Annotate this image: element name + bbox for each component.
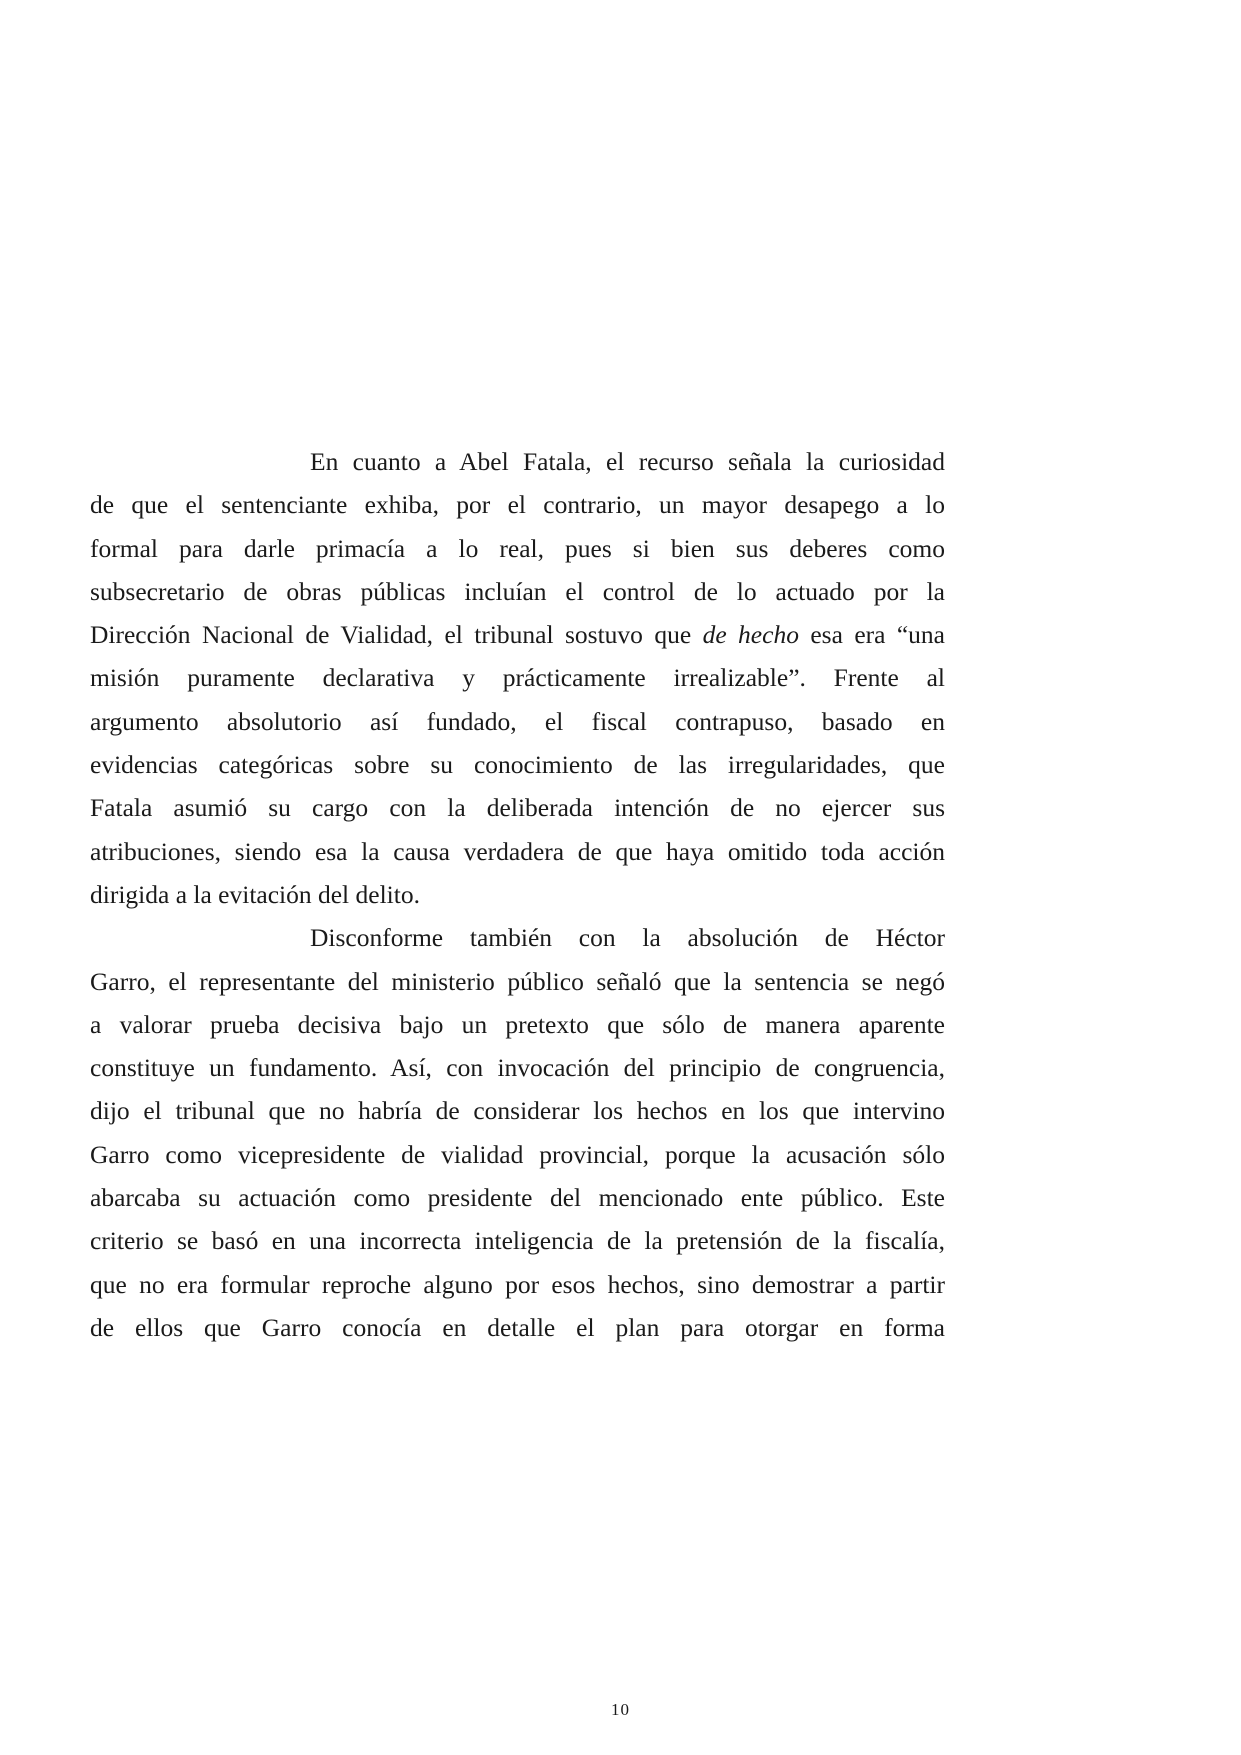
text-line: atribuciones, siendo esa la causa verdadera de que haya omitido toda acción xyxy=(90,836,945,866)
text-line: dirigida a la evitación del delito. xyxy=(90,879,420,909)
paragraph-fatala xyxy=(90,440,945,916)
text-line: subsecretario de obras públicas incluían el control de lo actuado por la xyxy=(90,576,945,606)
text-line: de que el sentenciante exhiba, por el contrario, un mayor desapego a lo xyxy=(90,490,945,520)
italic-term: de hecho xyxy=(702,620,799,650)
text-line xyxy=(90,613,945,656)
page-number: 10 xyxy=(611,1700,630,1719)
text-segment: Dirección Nacional de Vialidad, el tribunal sostuvo que xyxy=(90,620,703,650)
text-line: argumento absolutorio así fundado, el fiscal contrapuso, basado en xyxy=(90,706,945,736)
text-line: formal para darle primacía a lo real, pues si bien sus deberes como xyxy=(90,533,945,563)
text-line: abarcaba su actuación como presidente del mencionado ente público. Este xyxy=(90,1183,945,1213)
text-segment: esa era “una xyxy=(798,620,946,650)
text-line: dijo el tribunal que no habría de considerar los hechos en los que intervino xyxy=(90,1096,945,1126)
text-line: de ellos que Garro conocía en detalle el plan para otorgar en forma xyxy=(90,1312,945,1342)
text-line: Garro como vicepresidente de vialidad provincial, porque la acusación sólo xyxy=(90,1139,945,1169)
text-line: que no era formular reproche alguno por esos hechos, sino demostrar a partir xyxy=(90,1269,945,1299)
text-line: constituye un fundamento. Así, con invocación del principio de congruencia, xyxy=(90,1053,945,1083)
text-line: En cuanto a Abel Fatala, el recurso señala la curiosidad xyxy=(310,447,945,476)
paragraph-garro xyxy=(90,916,945,1349)
text-line: misión puramente declarativa y prácticamente irrealizable”. Frente al xyxy=(90,663,945,693)
text-line: criterio se basó en una incorrecta inteligencia de la pretensión de la fiscalía, xyxy=(90,1226,945,1256)
text-line: Fatala asumió su cargo con la deliberada intención de no ejercer sus xyxy=(90,793,945,823)
text-line: evidencias categóricas sobre su conocimiento de las irregularidades, que xyxy=(90,750,945,780)
document-body xyxy=(90,440,945,1349)
text-line: a valorar prueba decisiva bajo un pretexto que sólo de manera aparente xyxy=(90,1009,945,1039)
text-line: Disconforme también con la absolución de Héctor xyxy=(310,923,945,953)
text-line: Garro, el representante del ministerio público señaló que la sentencia se negó xyxy=(90,966,945,996)
